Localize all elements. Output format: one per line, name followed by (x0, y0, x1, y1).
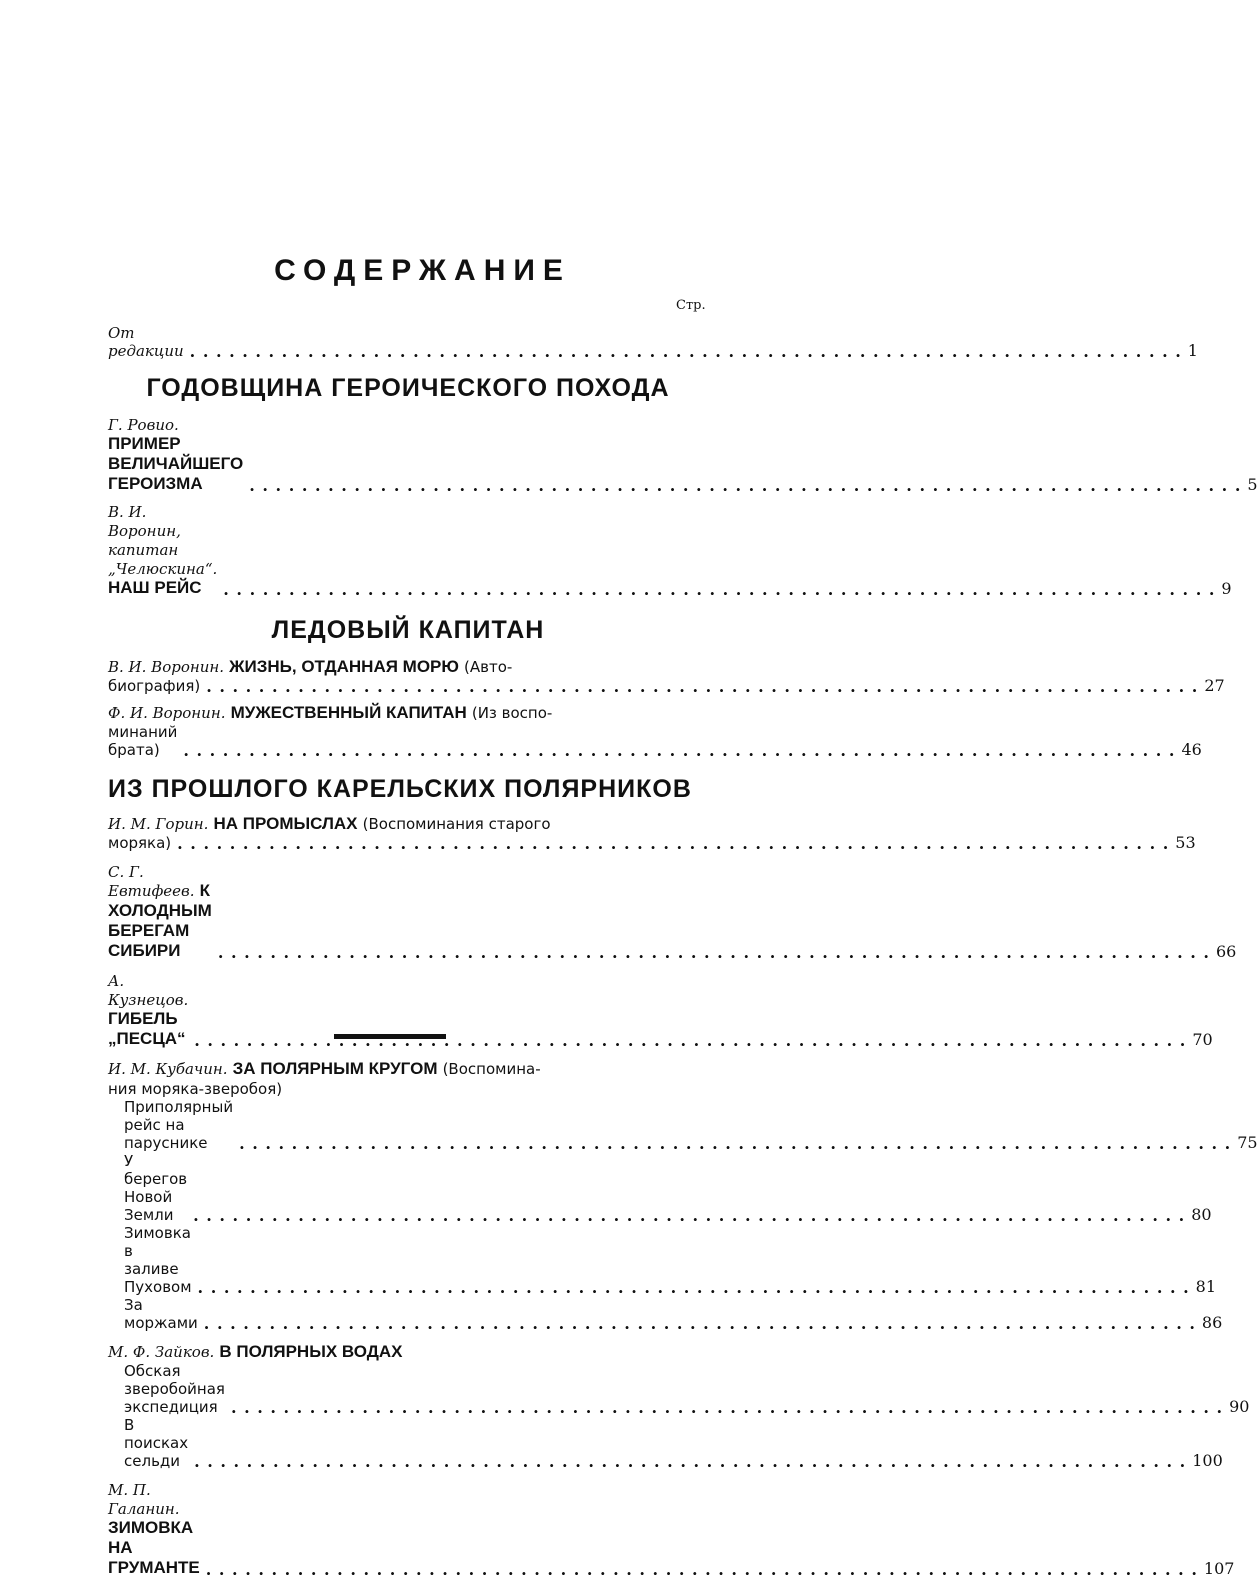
toc-subentry[interactable] (108, 1416, 1223, 1470)
dot-leader (183, 743, 1175, 759)
entry-author: В. И. Воронин, капитан „Челюскина“. (108, 503, 218, 578)
dot-leader (198, 1280, 1190, 1296)
entry-note: биография) (108, 677, 201, 695)
entry-page: 100 (1192, 1451, 1223, 1470)
dot-leader (223, 582, 1215, 598)
entry-work: ГИБЕЛЬ „ПЕСЦА“ (108, 1009, 186, 1048)
section-heading: ИЗ ПРОШЛОГО КАРЕЛЬСКИХ ПОЛЯРНИКОВ (108, 775, 692, 803)
toc-entry[interactable] (108, 657, 1225, 695)
toc-entry[interactable] (108, 703, 1202, 759)
entry-work: НАШ РЕЙС (108, 578, 202, 597)
toc-entry[interactable] (108, 1480, 1235, 1578)
closing-rule (334, 1034, 446, 1039)
toc-subentry[interactable] (108, 1098, 1258, 1152)
entry-page: 81 (1195, 1277, 1217, 1296)
entry-author: М. П. Галанин. (108, 1481, 180, 1518)
entry-page: 53 (1175, 833, 1196, 852)
entry-author: И. М. Горин. (108, 815, 209, 833)
entry-note: (Воспоминания старого (362, 815, 551, 833)
entry-note: минаний брата) (108, 723, 178, 759)
entry-page: 90 (1229, 1397, 1250, 1416)
toc-entry[interactable] (108, 814, 1196, 852)
dot-leader (193, 1208, 1185, 1224)
page-title: СОДЕРЖАНИЕ (274, 254, 571, 287)
toc-entries (108, 320, 1258, 1578)
entry-work: МУЖЕСТВЕННЫЙ КАПИТАН (230, 703, 467, 722)
entry-author: С. Г. Евтифеев. (108, 863, 195, 900)
toc-entry-intro[interactable] (108, 324, 1198, 360)
entry-page: 75 (1237, 1133, 1258, 1152)
toc-entry-group (108, 1342, 1250, 1470)
entry-page: 27 (1204, 676, 1225, 695)
subentry-title: За моржами (124, 1296, 198, 1332)
entry-work: ЗА ПОЛЯРНЫМ КРУГОМ (232, 1059, 438, 1078)
toc-entry[interactable] (108, 862, 1237, 961)
subentry-title: Приполярный рейс на паруснике (124, 1098, 234, 1152)
dot-leader (231, 1400, 1223, 1416)
dot-leader (249, 478, 1241, 494)
entry-work: ПРИМЕР ВЕЛИЧАЙШЕГО ГЕРОИЗМА (108, 434, 244, 493)
section-heading: ГОДОВЩИНА ГЕРОИЧЕСКОГО ПОХОДА (146, 374, 670, 402)
entry-page: 86 (1201, 1313, 1223, 1332)
entry-note: моряка) (108, 834, 172, 852)
dot-leader (177, 836, 1169, 852)
entry-work: НА ПРОМЫСЛАХ (213, 814, 358, 833)
toc-entry[interactable] (108, 415, 1258, 494)
entry-note: ния моряка-зверобоя) (108, 1080, 283, 1098)
dot-leader (190, 344, 1182, 360)
toc-entry[interactable] (108, 502, 1232, 598)
dot-leader (206, 679, 1198, 695)
entry-note: (Воспомина- (442, 1060, 541, 1078)
dot-leader (206, 1562, 1198, 1578)
entry-work: ЖИЗНЬ, ОТДАННАЯ МОРЮ (229, 657, 459, 676)
dot-leader (239, 1136, 1231, 1152)
subentry-title: В поисках сельди (124, 1416, 189, 1470)
entry-author: В. И. Воронин. (108, 658, 225, 676)
subentry-title: Обская зверобойная экспедиция (124, 1362, 225, 1416)
dot-leader (194, 1454, 1186, 1470)
toc-subentry[interactable] (108, 1296, 1223, 1332)
entry-author: И. М. Кубачин. (108, 1060, 228, 1078)
toc-subentry[interactable] (108, 1224, 1217, 1296)
entry-work: В ПОЛЯРНЫХ ВОДАХ (219, 1342, 403, 1361)
dot-leader (218, 945, 1210, 961)
entry-note: (Авто- (464, 658, 513, 676)
entry-page: 46 (1181, 740, 1202, 759)
entry-author: М. Ф. Зайков. (108, 1343, 215, 1361)
entry-page: 107 (1203, 1559, 1235, 1578)
entry-author: Г. Ровио. (108, 416, 179, 434)
subentry-title: Зимовка в заливе Пуховом (124, 1224, 192, 1296)
section-heading: ЛЕДОВЫЙ КАПИТАН (271, 616, 545, 644)
entry-work: ЗИМОВКА НА ГРУМАНТЕ (108, 1518, 200, 1577)
entry-page: 1 (1187, 341, 1198, 360)
toc-subentry[interactable] (108, 1152, 1212, 1224)
toc-subentry[interactable] (108, 1362, 1250, 1416)
toc-entry-group (108, 1059, 1258, 1332)
entry-author: Ф. И. Воронин. (108, 704, 226, 722)
page-column-label: Стр. (676, 298, 706, 313)
dot-leader (204, 1316, 1196, 1332)
entry-page: 9 (1221, 579, 1232, 598)
entry-page: 5 (1247, 475, 1258, 494)
entry-page: 66 (1215, 942, 1237, 961)
subentry-title: У берегов Новой Земли (124, 1152, 188, 1224)
entry-author: А. Кузнецов. (108, 972, 189, 1009)
entry-note: (Из воспо- (471, 704, 553, 722)
entry-page: 70 (1192, 1030, 1213, 1049)
entry-page: 80 (1191, 1205, 1212, 1224)
entry-work: К ХОЛОДНЫМ БЕРЕГАМ СИБИРИ (108, 881, 212, 960)
entry-title: От редакции (108, 324, 184, 360)
